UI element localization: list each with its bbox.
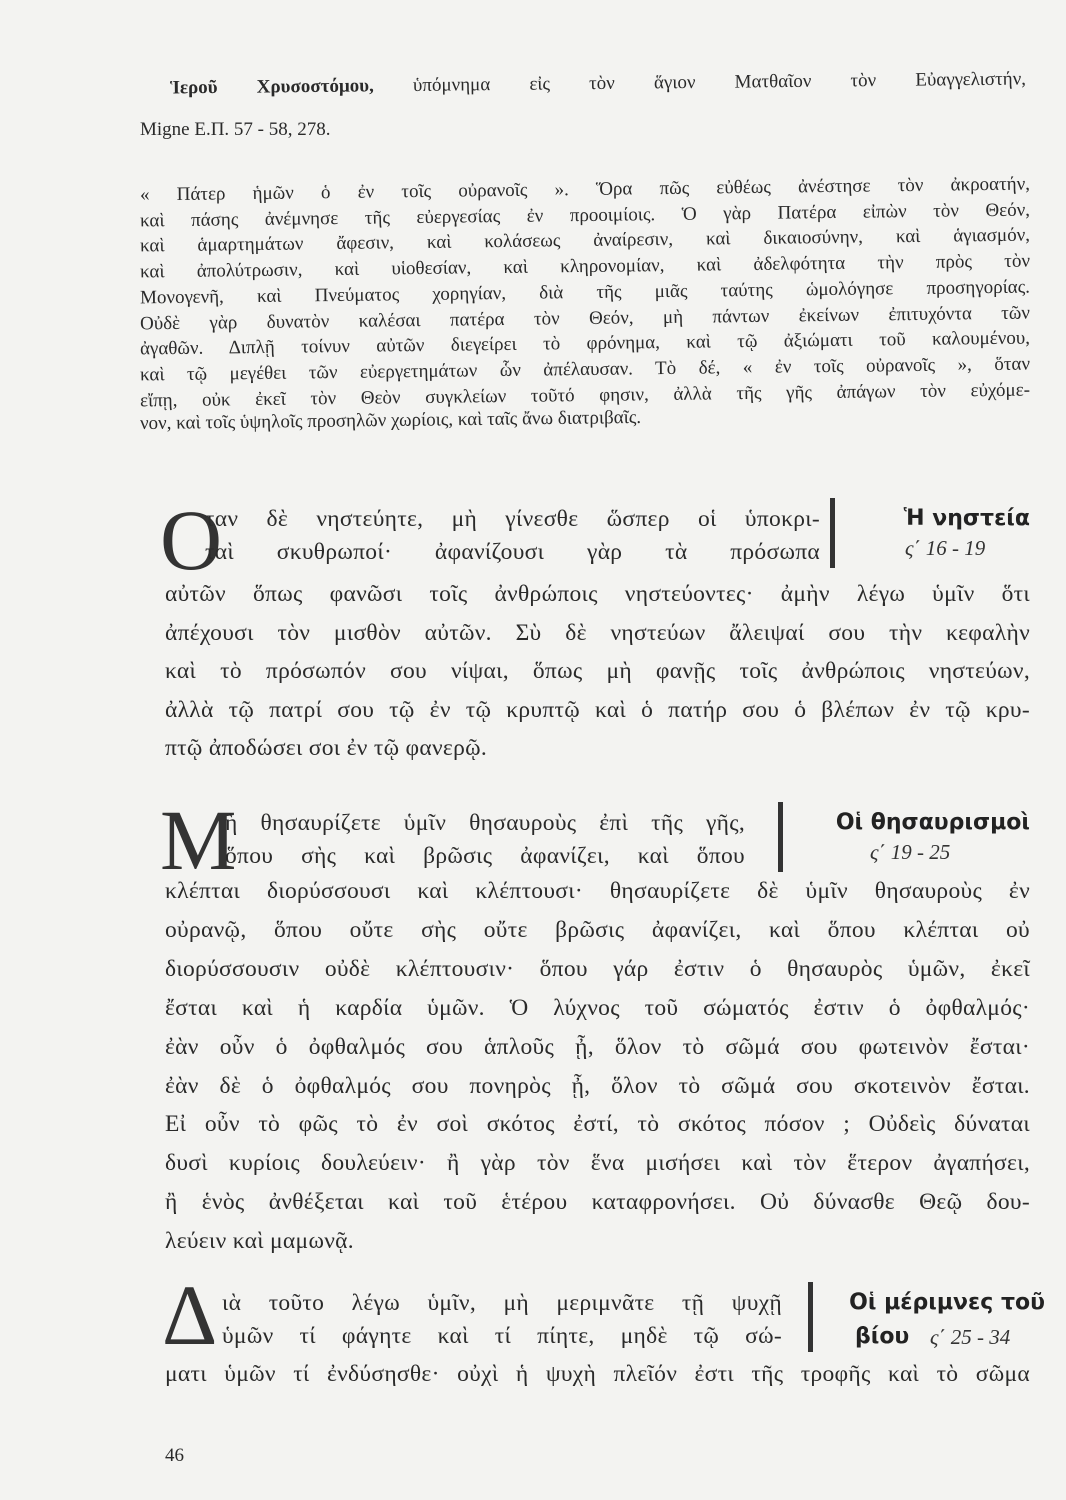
text-line: δυσὶ κυρίοις δουλεύειν· ἢ γὰρ τὸν ἕνα μισήσει καὶ τὸν ἕτερον ἀγαπήσει, [165, 1150, 1030, 1177]
commentary-line: εἴπῃ, οὐκ ἐκεῖ τὸν Θεὸν συγκλείων τοῦτό φησιν, ἀλλὰ τῆς γῆς ἀπάγων τὸν εὐχόμε- [139, 379, 1031, 412]
intro-line: ταν δὲ νηστεύητε, μὴ γίνεσθε ὥσπερ οἱ ὑποκρι- [205, 506, 820, 532]
text-line: ἢ ἑνὸς ἀνθέξεται καὶ τοῦ ἑτέρου καταφρονήσει. Οὐ δύνασθε Θεῷ δου- [165, 1189, 1030, 1216]
commentary-line: καὶ ἁμαρτημάτων ἄφεσιν, καὶ κολάσεως ἀναίρεσιν, καὶ δικαιοσύνην, καὶ ἁγιασμόν, [139, 224, 1031, 257]
verse-reference: ς΄ 25 - 34 [930, 1325, 1011, 1349]
text-line: πτῷ ἀποδώσει σοι ἐν τῷ φανερῷ. [165, 735, 488, 761]
text-line: κλέπται διορύσσουσι καὶ κλέπτουσι· θησαυρίζετε δὲ ὑμῖν θησαυροὺς ἐν [165, 878, 1030, 904]
commentary-line: Μονογενῆ, καὶ Πνεύματος χορηγίαν, διὰ τῆς μιᾶς ταύτης ὡμολόγησε προσηγορίας. [139, 276, 1031, 309]
text-line: καὶ τὸ πρόσωπόν σου νίψαι, ὅπως μὴ φανῇς τοῖς ἀνθρώποις νηστεύων, [165, 658, 1030, 684]
text-line: ἔσται καὶ ἡ καρδία ὑμῶν. Ὁ λύχνος τοῦ σώματός ἐστιν ὁ ὀφθαλμός· [165, 994, 1030, 1021]
commentary-line: νον, καὶ τοῖς ὑψηλοῖς προσηλῶν χωρίοις, καὶ ταῖς ἄνω διατριβαῖς. [139, 407, 642, 435]
page-number: 46 [165, 1445, 184, 1466]
intro-line: ιὰ τοῦτο λέγω ὑμῖν, μὴ μεριμνᾶτε τῇ ψυχῇ [222, 1290, 782, 1316]
text-line: οὐρανῷ, ὅπου οὔτε σὴς οὔτε βρῶσις ἀφανίζει, καὶ ὅπου κλέπται οὐ [165, 916, 1030, 943]
commentary-line: Οὐδὲ γὰρ δυνατὸν καλέσαι πατέρα τὸν Θεόν, μὴ πάντων ἐκείνων ἐπιτυχόντα τῶν [139, 302, 1031, 334]
commentary-line: ἀγαθῶν. Διπλῇ τοίνυν αὐτῶν διεγείρει τὸ φρόνημα, καὶ τῷ ἀξιώματι τοῦ καλουμένου, [139, 327, 1031, 360]
intro-line: ὑμῶν τί φάγητε καὶ τί πίητε, μηδὲ τῷ σώ- [222, 1323, 782, 1349]
commentary-source [170, 70, 1026, 98]
intro-line: ταὶ σκυθρωποί· ἀφανίζουσι γὰρ τὰ πρόσωπα [205, 539, 820, 565]
text-line: λεύειν καὶ μαμωνᾷ. [165, 1228, 354, 1255]
section-heading-cont: βίου [855, 1324, 910, 1349]
text-line: ἐὰν δὲ ὁ ὀφθαλμός σου πονηρὸς ᾖ, ὅλον τὸ σῶμά σου σκοτεινὸν ἔσται. [165, 1072, 1030, 1099]
section-heading: Ἡ νηστεία [903, 506, 1030, 531]
verse-reference: ς΄ 19 - 25 [870, 840, 951, 864]
commentary-line: « Πάτερ ἡμῶν ὁ ἐν τοῖς οὐρανοῖς ». Ὅρα πῶς εὐθέως ἀνέστησε τὸν ἀκροατήν, [139, 173, 1031, 206]
commentary-line: καὶ ἀπολύτρωσιν, καὶ υἱοθεσίαν, καὶ κληρονομίαν, καὶ ἀδελφότητα τὴν πρὸς τὸν [139, 250, 1031, 283]
text-line: αὐτῶν ὅπως φανῶσι τοῖς ἀνθρώποις νηστεύοντες· ἀμὴν λέγω ὑμῖν ὅτι [165, 581, 1030, 607]
text-line: Εἰ οὖν τὸ φῶς τὸ ἐν σοὶ σκότος ἐστί, τὸ σκότος πόσον ; Οὐδεὶς δύναται [165, 1111, 1030, 1138]
commentary-line: καὶ πάσης ἀνέμνησε τῆς εὐεργεσίας ἐν προοιμίοις. Ὁ γὰρ Πατέρα εἰπὼν τὸν Θεόν, [139, 199, 1031, 232]
section-heading: Οἱ θησαυρισμοὶ [835, 810, 1030, 835]
text-line: ἀπέχουσι τὸν μισθὸν αὐτῶν. Σὺ δὲ νηστεύων ἄλειψαί σου τὴν κεφαλὴν [165, 619, 1030, 646]
verse-reference: ς΄ 16 - 19 [905, 536, 986, 560]
intro-line: ὅπου σὴς καὶ βρῶσις ἀφανίζει, καὶ ὅπου [225, 843, 745, 869]
text-line: διορύσσουσιν οὐδὲ κλέπτουσιν· ὅπου γάρ ἐστιν ὁ θησαυρὸς ὑμῶν, ἐκεῖ [165, 955, 1030, 982]
margin-rule [808, 1282, 813, 1352]
drop-cap: Δ [162, 1267, 218, 1363]
text-line: ἀλλὰ τῷ πατρί σου τῷ ἐν τῷ κρυπτῷ καὶ ὁ πατήρ σου ὁ βλέπων ἐν τῷ κρυ- [165, 696, 1030, 723]
margin-rule [778, 802, 783, 872]
drop-cap: Ο [160, 492, 223, 588]
text-line: ματι ὑμῶν τί ἐνδύσησθε· οὐχὶ ἡ ψυχὴ πλεῖόν ἐστι τῆς τροφῆς καὶ τὸ σῶμα [165, 1361, 1030, 1387]
margin-rule [830, 498, 835, 568]
source-author: Ἱεροῦ Χρυσοστόμου, [169, 75, 374, 99]
section-heading: Οἱ μέριμνες τοῦ [849, 1290, 1045, 1315]
commentary-source-ref: Migne Ε.Π. 57 - 58, 278. [140, 119, 331, 140]
source-title: ὑπόμνημα εἰς τὸν ἅγιον Ματθαῖον τὸν Εὐαγγελιστήν, [412, 68, 1027, 96]
drop-cap: Μ [160, 792, 237, 888]
commentary-line: καὶ τῷ μεγέθει τῶν εὐεργετημάτων ὧν ἀπέλαυσαν. Τὸ δέ, « ἐν τοῖς οὐρανοῖς », ὅταν [139, 353, 1031, 386]
intro-line: ὴ θησαυρίζετε ὑμῖν θησαυροὺς ἐπὶ τῆς γῆς, [225, 810, 745, 836]
text-line: ἐὰν οὖν ὁ ὀφθαλμός σου ἁπλοῦς ᾖ, ὅλον τὸ σῶμά σου φωτεινὸν ἔσται· [165, 1033, 1030, 1060]
